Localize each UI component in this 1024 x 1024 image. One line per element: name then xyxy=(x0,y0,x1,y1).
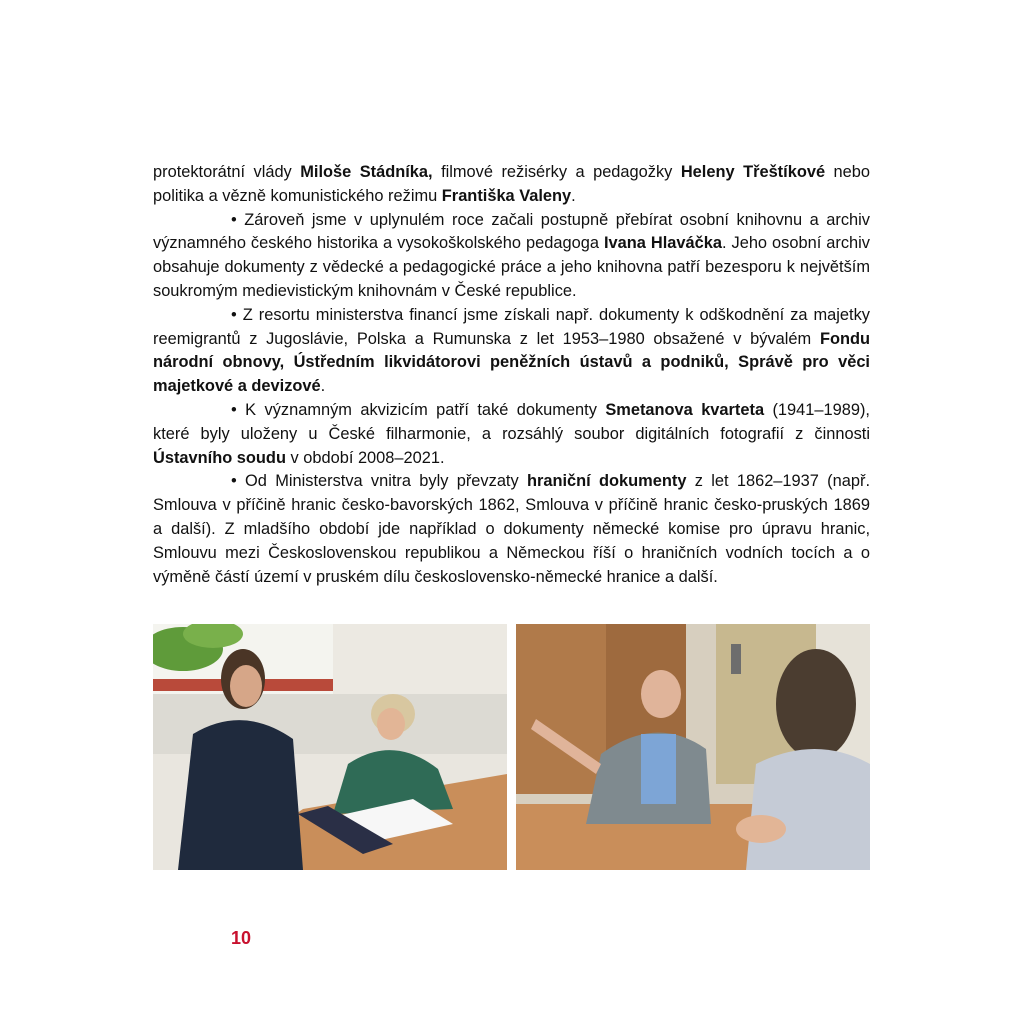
body-text xyxy=(153,161,870,589)
smetanova-kvarteta: Smetanova kvarteta xyxy=(605,400,765,419)
photo-conversation-image xyxy=(516,624,870,870)
photo-conversation xyxy=(516,624,870,870)
photo-signing xyxy=(153,624,507,870)
bullet-icon: • xyxy=(231,400,237,419)
name-frantiska-valeny: Františka Valeny xyxy=(441,186,572,205)
paragraph-4: • K významným akvizicím patří také dokumenty Smetanova kvarteta (1941–1989), které byly uloženy u České filharmonie, a rozsáhlý soubor digitálních fotografií z činnosti Ústavního soudu v období 2008–2021. xyxy=(153,400,870,467)
paragraph-3: • Z resortu ministerstva financí jsme získali např. dokumenty k odškodnění za majetky reemigrantů z Jugoslávie, Polska a Rumunska z let 1953–1980 obsažené v bývalém Fondu národní obnovy, Ústředním likvidátorovi peněžních ústavů a podniků, Správě pro věci majetkové a devizové. xyxy=(153,305,870,396)
name-milose-stadnika: Miloše Stádníka, xyxy=(300,163,433,181)
photo-signing-image xyxy=(153,624,507,870)
hranicni-dokumenty: hraniční dokumenty xyxy=(526,472,687,491)
bullet-icon: • xyxy=(231,472,237,491)
paragraph-2: • Zároveň jsme v uplynulém roce začali postupně přebírat osobní knihovnu a archiv významného českého historika a vysokoškolského pedagoga Ivana Hlaváčka. Jeho osobní archiv obsahuje dokumenty z vědecké a pedagogické práce a jeho knihovna patří bezesporu k největším soukromým medievistickým knihovnám v České republice. xyxy=(153,210,870,300)
paragraph-5: • Od Ministerstva vnitra byly převzaty hraniční dokumenty z let 1862–1937 (např. Smlouva v příčině hranic česko-bavorských 1862, Smlouva v příčině hranic česko-pruských 1869 a další). Z mladšího období jde například o dokumenty německé komise pro úpravu hranic, Smlouvu mezi Československou republikou a Německou říší o hraničních vodních tocích a o výměně částí území v pruském dílu československo-německé hranice a další. xyxy=(153,472,870,586)
name-ivana-hlavacka: Ivana Hlaváčka xyxy=(603,234,722,253)
ustavniho-soudu: Ústavního soudu xyxy=(153,448,286,467)
paragraph-1: protektorátní vlády Miloše Stádníka, filmové režisérky a pedagožky Heleny Třeštíkové nebo politika a vězně komunistického režimu Františka Valeny. xyxy=(153,163,870,205)
fond-narodni-obnovy: Fondu národní obnovy, Ústředním likvidátorovi peněžních ústavů a podniků, Správě pro věci majetkové a devizové xyxy=(153,329,870,396)
bullet-icon: • xyxy=(231,210,237,229)
name-heleny-trestikove: Heleny Třeštíkové xyxy=(680,163,826,181)
bullet-icon: • xyxy=(231,305,237,324)
page-number: 10 xyxy=(231,928,252,948)
